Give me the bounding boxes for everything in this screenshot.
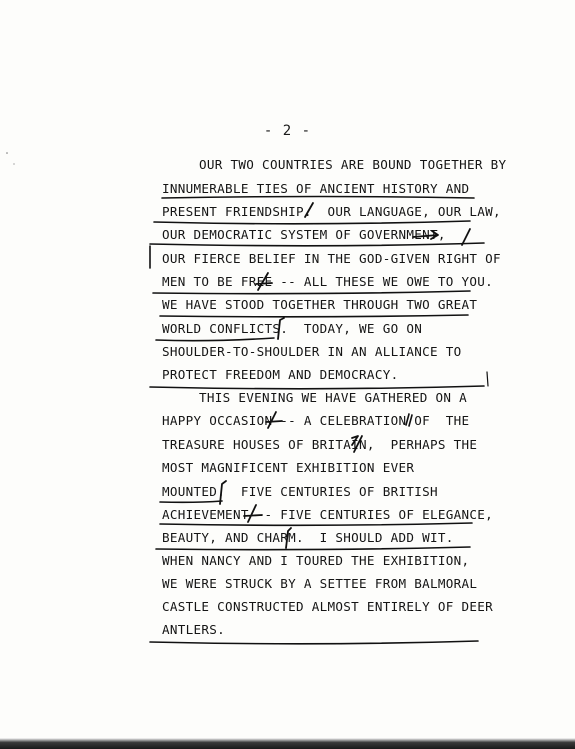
slash-mark bbox=[462, 229, 470, 245]
text-line-1: OUR TWO COUNTRIES ARE BOUND TOGETHER BY bbox=[199, 157, 507, 172]
separator-line bbox=[156, 547, 470, 550]
text-line-6: MEN TO BE FREE -- ALL THESE WE OWE TO YOU. bbox=[162, 274, 494, 289]
text-line-20: CASTLE CONSTRUCTED ALMOST ENTIRELY OF DEER bbox=[162, 599, 494, 614]
text-line-11: THIS EVENING WE HAVE GATHERED ON A bbox=[199, 390, 467, 405]
text-line-3: PRESENT FRIENDSHIP. OUR LANGUAGE, OUR LAW, bbox=[162, 204, 501, 219]
scan-edge bbox=[0, 738, 575, 749]
text-line-9: SHOULDER-TO-SHOULDER IN AN ALLIANCE TO bbox=[162, 344, 462, 359]
separator-line bbox=[160, 523, 472, 525]
text-line-13: TREASURE HOUSES OF BRITAIN, PERHAPS THE bbox=[162, 437, 478, 452]
text-line-21: ANTLERS. bbox=[162, 622, 226, 637]
text-line-8: WORLD CONFLICTS. TODAY, WE GO ON bbox=[162, 321, 423, 336]
text-line-4: OUR DEMOCRATIC SYSTEM OF GOVERNMENT, bbox=[162, 227, 446, 242]
separator-line bbox=[156, 338, 274, 341]
text-line-12: HAPPY OCCASION -- A CELEBRATION OF THE bbox=[162, 413, 470, 428]
text-line-5: OUR FIERCE BELIEF IN THE GOD-GIVEN RIGHT OF bbox=[162, 251, 501, 266]
separator-line bbox=[160, 501, 222, 502]
separator-line bbox=[487, 372, 488, 386]
text-line-16: ACHIEVEMENT -- FIVE CENTURIES OF ELEGANCE, bbox=[162, 507, 494, 522]
paper-speck bbox=[13, 163, 14, 164]
separator-line bbox=[150, 386, 484, 389]
text-line-15: MOUNTED. FIVE CENTURIES OF BRITISH bbox=[162, 484, 438, 499]
text-line-18: WHEN NANCY AND I TOURED THE EXHIBITION, bbox=[162, 553, 470, 568]
text-line-7: WE HAVE STOOD TOGETHER THROUGH TWO GREAT bbox=[162, 297, 478, 312]
text-line-19: WE WERE STRUCK BY A SETTEE FROM BALMORAL bbox=[162, 576, 478, 591]
separator-line bbox=[150, 243, 484, 246]
separator-line bbox=[160, 315, 468, 317]
separator-line bbox=[154, 221, 470, 224]
text-line-17: BEAUTY, AND CHARM. I SHOULD ADD WIT. bbox=[162, 530, 454, 545]
text-line-2: INNUMERABLE TIES OF ANCIENT HISTORY AND bbox=[162, 181, 470, 196]
text-line-14: MOST MAGNIFICENT EXHIBITION EVER bbox=[162, 460, 415, 475]
separator-line bbox=[150, 641, 478, 644]
text-line-10: PROTECT FREEDOM AND DEMOCRACY. bbox=[162, 367, 399, 382]
separator-line bbox=[153, 291, 470, 294]
paper-speck bbox=[6, 152, 8, 154]
page-number: - 2 - bbox=[263, 123, 312, 139]
